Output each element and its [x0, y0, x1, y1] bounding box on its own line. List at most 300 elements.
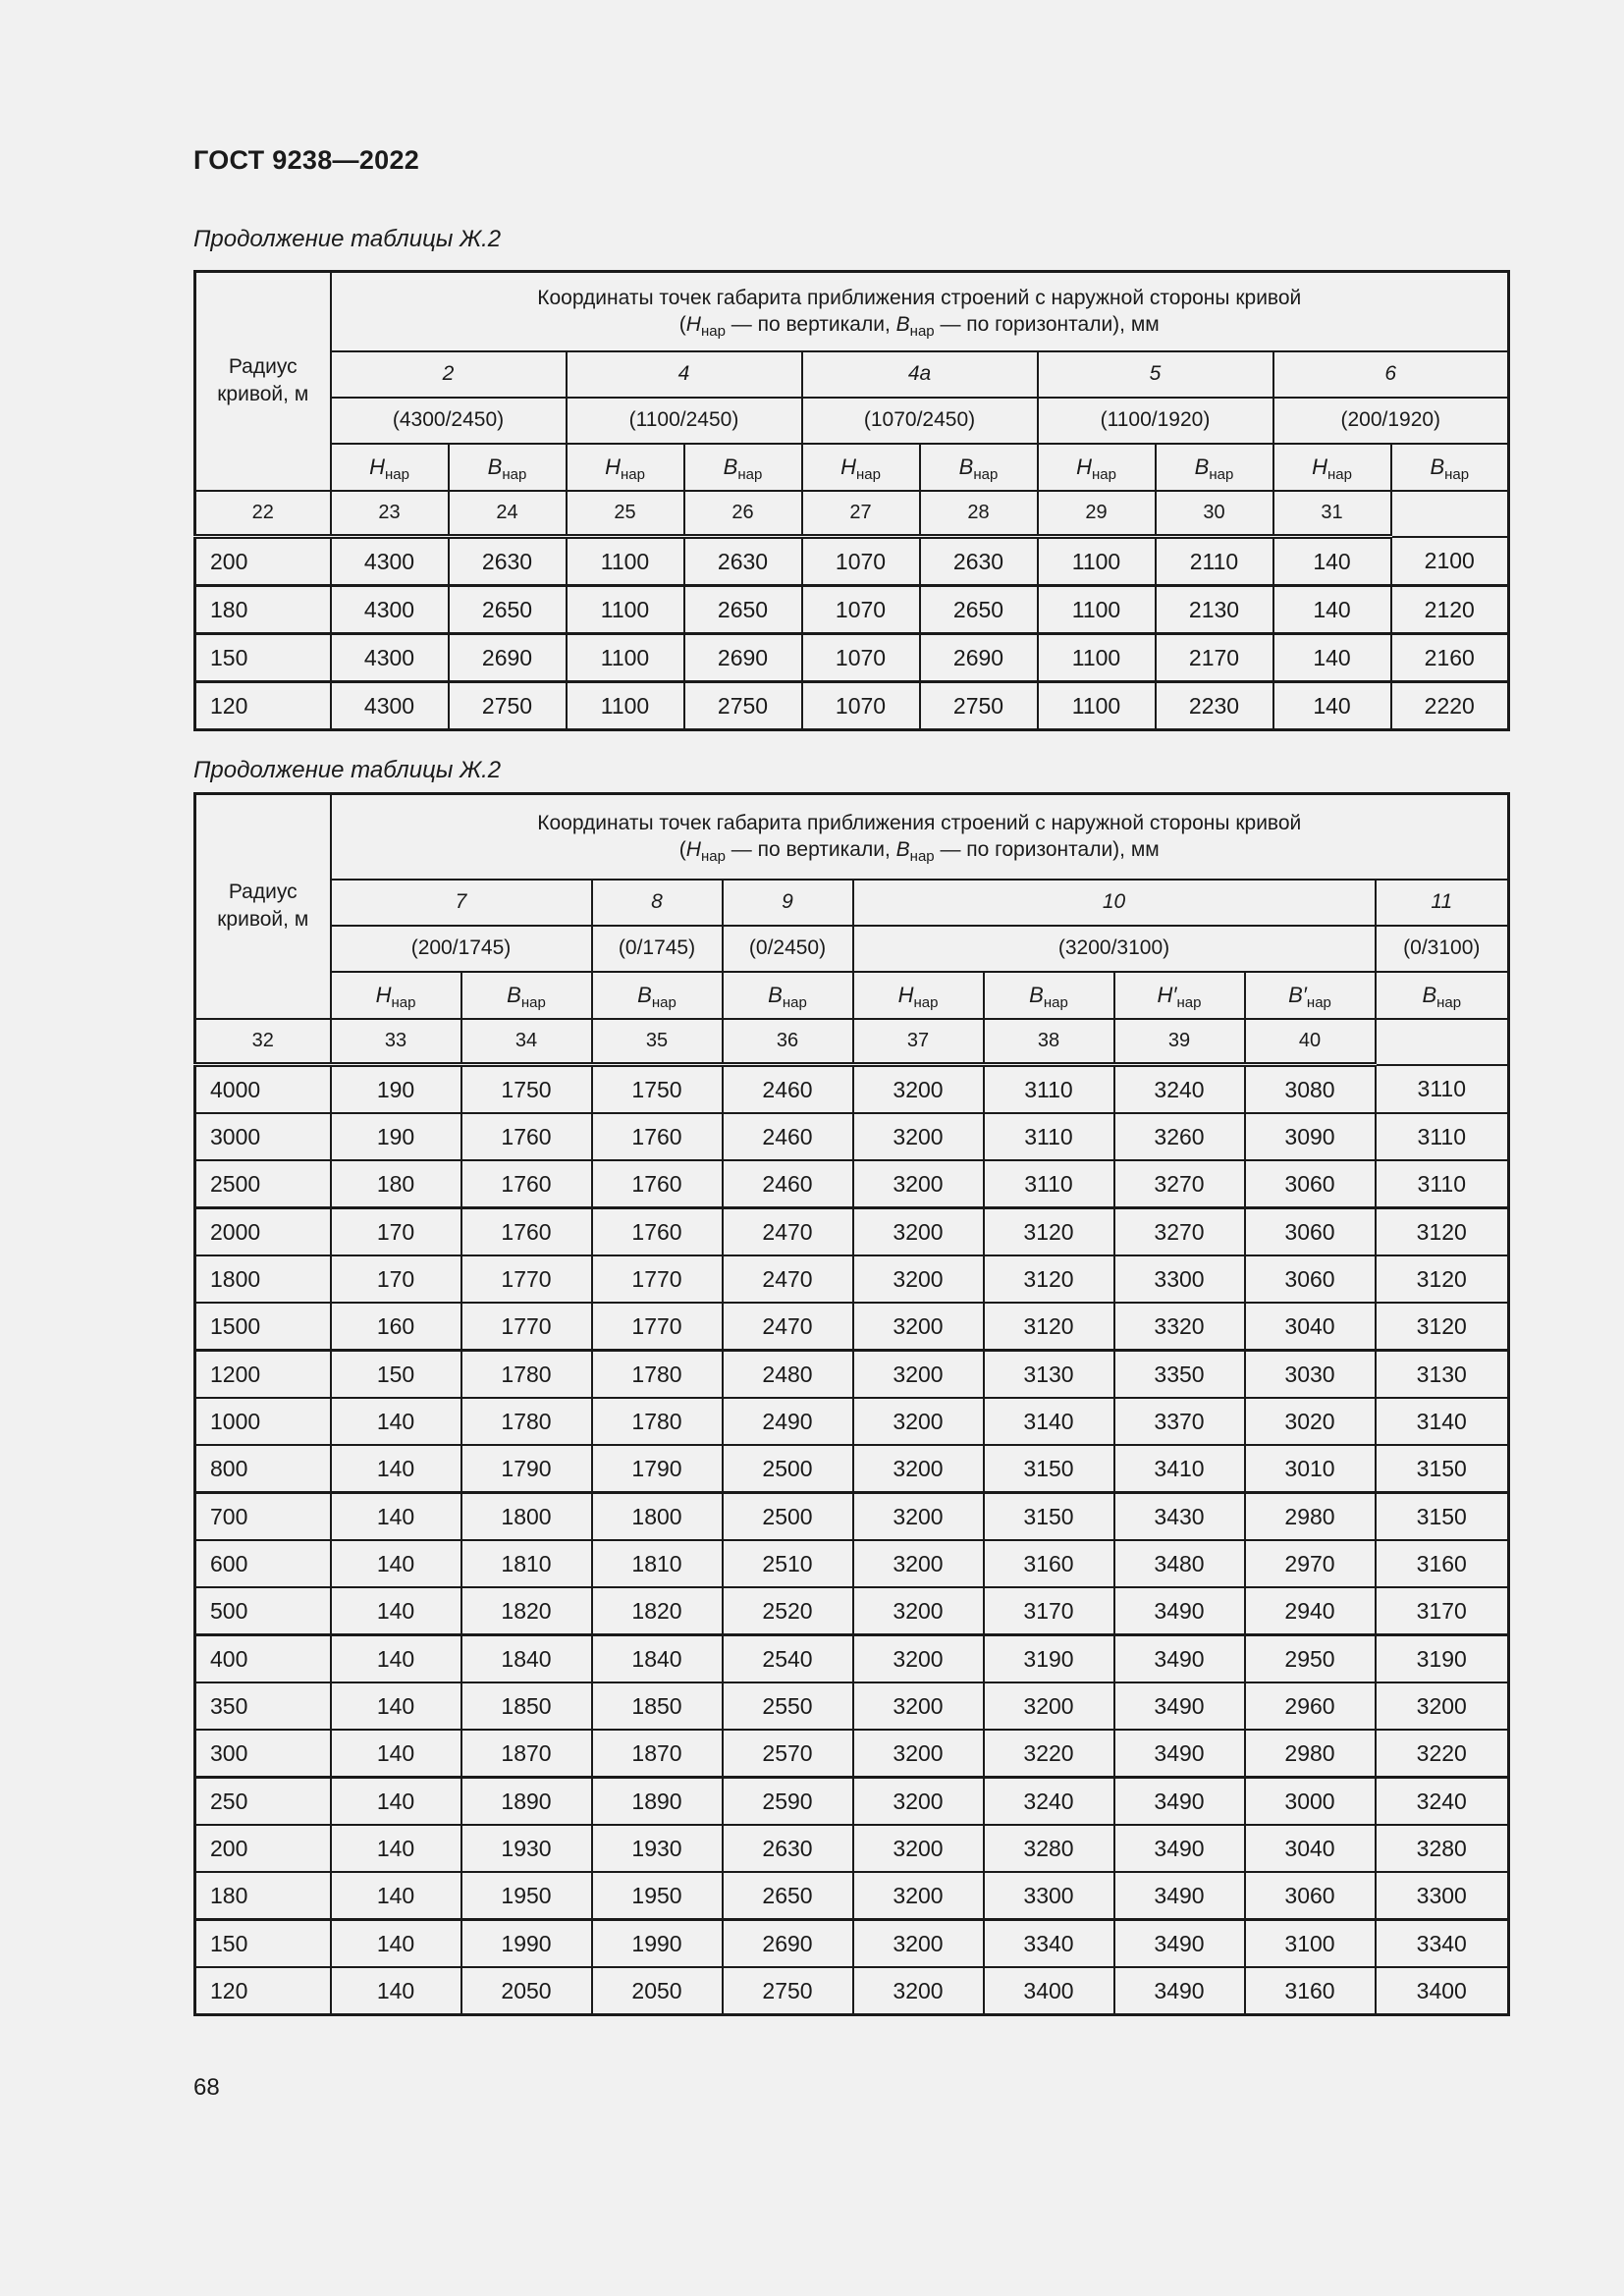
b-letter: B — [723, 454, 738, 479]
value-cell: 3200 — [853, 1682, 984, 1730]
radius-cell: 350 — [195, 1682, 331, 1730]
h-letter: H — [1076, 454, 1092, 479]
value-cell: 2630 — [684, 537, 802, 586]
radius-cell: 120 — [195, 682, 331, 730]
value-cell: 150 — [331, 1351, 461, 1399]
value-cell: 140 — [331, 1872, 461, 1920]
b-letter: B — [507, 982, 521, 1007]
value-cell: 2750 — [723, 1967, 853, 2015]
value-cell: 1990 — [461, 1920, 592, 1968]
value-cell: 1750 — [592, 1065, 723, 1114]
sub-label: нар — [520, 993, 546, 1011]
value-cell: 140 — [331, 1587, 461, 1635]
value-cell: 2470 — [723, 1208, 853, 1256]
value-cell: 2650 — [449, 586, 567, 634]
value-cell: 2470 — [723, 1255, 853, 1303]
value-cell: 1760 — [592, 1160, 723, 1208]
value-cell: 3120 — [984, 1255, 1114, 1303]
value-cell: 3110 — [1376, 1160, 1509, 1208]
b-letter: B — [958, 454, 974, 479]
radius-header-line2: кривой, м — [217, 908, 309, 932]
value-cell: 3120 — [1376, 1303, 1509, 1351]
point-label: 4 — [567, 351, 802, 398]
value-cell: 2650 — [920, 586, 1038, 634]
table-row — [195, 634, 1509, 682]
point-label: 8 — [592, 880, 723, 926]
value-cell: 3060 — [1245, 1160, 1376, 1208]
table-row — [195, 1635, 1509, 1683]
column-number: 28 — [920, 491, 1038, 537]
value-cell: 170 — [331, 1208, 461, 1256]
h-nar-label — [331, 972, 461, 1019]
prime-mark: ′ — [1172, 982, 1177, 1007]
value-cell: 3200 — [853, 1160, 984, 1208]
sub-label: нар — [973, 465, 999, 483]
radius-cell: 150 — [195, 1920, 331, 1968]
value-cell: 1070 — [802, 634, 920, 682]
value-cell: 2650 — [684, 586, 802, 634]
value-cell: 1760 — [592, 1208, 723, 1256]
value-cell: 2470 — [723, 1303, 853, 1351]
value-cell: 3490 — [1114, 1730, 1245, 1778]
sub-label: нар — [913, 993, 939, 1011]
radius-column-header — [195, 272, 331, 491]
sub-label: нар — [1444, 465, 1470, 483]
value-cell: 3120 — [984, 1208, 1114, 1256]
sub-label: нар — [1306, 993, 1331, 1011]
value-cell: 3200 — [853, 1208, 984, 1256]
radius-cell: 120 — [195, 1967, 331, 2015]
value-cell: 3110 — [984, 1160, 1114, 1208]
value-cell: 2630 — [920, 537, 1038, 586]
value-cell: 2120 — [1391, 586, 1509, 634]
table-caption: Продолжение таблицы Ж.2 — [193, 226, 502, 252]
table-row — [195, 1065, 1509, 1114]
sub-label: нар — [502, 465, 527, 483]
table-row — [195, 1967, 1509, 2015]
radius-cell: 1000 — [195, 1398, 331, 1445]
column-number: 39 — [1114, 1019, 1245, 1065]
point-coordinates: (4300/2450) — [331, 398, 567, 444]
value-cell: 1100 — [567, 586, 684, 634]
h-letter: H — [685, 838, 701, 862]
column-number: 33 — [331, 1019, 461, 1065]
b-letter: B — [1194, 454, 1210, 479]
b-nar-label — [461, 972, 592, 1019]
group-header-open: ( — [678, 838, 686, 862]
table-row — [195, 1255, 1509, 1303]
value-cell: 3200 — [853, 1825, 984, 1872]
b-letter: B — [487, 454, 503, 479]
column-number: 38 — [984, 1019, 1114, 1065]
value-cell: 1760 — [461, 1208, 592, 1256]
table-row — [195, 1160, 1509, 1208]
value-cell: 3160 — [1245, 1967, 1376, 2015]
value-cell: 2230 — [1156, 682, 1273, 730]
value-cell: 3200 — [853, 1065, 984, 1114]
value-cell: 3200 — [853, 1540, 984, 1587]
value-cell: 3200 — [853, 1635, 984, 1683]
value-cell: 3040 — [1245, 1825, 1376, 1872]
value-cell: 1760 — [461, 1160, 592, 1208]
column-number: 29 — [1038, 491, 1156, 537]
table-row — [195, 1920, 1509, 1968]
value-cell: 3220 — [1376, 1730, 1509, 1778]
value-cell: 3240 — [1376, 1778, 1509, 1826]
value-cell: 1100 — [567, 682, 684, 730]
radius-cell: 1800 — [195, 1255, 331, 1303]
value-cell: 140 — [1273, 586, 1391, 634]
value-cell: 140 — [1273, 682, 1391, 730]
value-cell: 2980 — [1245, 1493, 1376, 1541]
value-cell: 3490 — [1114, 1825, 1245, 1872]
point-coordinates: (200/1745) — [331, 926, 592, 972]
value-cell: 3120 — [1376, 1255, 1509, 1303]
column-number: 24 — [449, 491, 567, 537]
value-cell: 1770 — [592, 1255, 723, 1303]
value-cell: 1780 — [592, 1398, 723, 1445]
b-nar-label — [920, 444, 1038, 491]
value-cell: 3300 — [984, 1872, 1114, 1920]
point-label: 10 — [853, 880, 1376, 926]
value-cell: 1930 — [461, 1825, 592, 1872]
table-row — [195, 537, 1509, 586]
sub-label: нар — [855, 465, 881, 483]
value-cell: 190 — [331, 1113, 461, 1160]
b-letter: B — [1430, 454, 1445, 479]
value-cell: 2590 — [723, 1778, 853, 1826]
value-cell: 1770 — [592, 1303, 723, 1351]
value-cell: 1850 — [592, 1682, 723, 1730]
radius-cell: 180 — [195, 586, 331, 634]
table-row — [195, 1730, 1509, 1778]
column-number: 31 — [1273, 491, 1391, 537]
value-cell: 3130 — [1376, 1351, 1509, 1399]
value-cell: 1760 — [592, 1113, 723, 1160]
radius-cell: 250 — [195, 1778, 331, 1826]
value-cell: 3060 — [1245, 1872, 1376, 1920]
value-cell: 140 — [331, 1398, 461, 1445]
point-coordinates: (1100/1920) — [1038, 398, 1273, 444]
value-cell: 2630 — [723, 1825, 853, 1872]
sub-label: нар — [1176, 993, 1202, 1011]
h-nar-prime-label — [1114, 972, 1245, 1019]
value-cell: 2510 — [723, 1540, 853, 1587]
value-cell: 3110 — [1376, 1113, 1509, 1160]
value-cell: 2570 — [723, 1730, 853, 1778]
value-cell: 3320 — [1114, 1303, 1245, 1351]
value-cell: 2750 — [449, 682, 567, 730]
value-cell: 3490 — [1114, 1872, 1245, 1920]
radius-cell: 600 — [195, 1540, 331, 1587]
b-letter: B — [895, 838, 910, 862]
point-coordinates: (200/1920) — [1273, 398, 1509, 444]
value-cell: 3490 — [1114, 1778, 1245, 1826]
column-number: 26 — [684, 491, 802, 537]
value-cell: 2650 — [723, 1872, 853, 1920]
value-cell: 2950 — [1245, 1635, 1376, 1683]
h-nar-label — [853, 972, 984, 1019]
value-cell: 4300 — [331, 634, 449, 682]
value-cell: 1950 — [592, 1872, 723, 1920]
h-letter: H — [375, 982, 392, 1007]
h-nar-label — [331, 444, 449, 491]
h-letter: H — [897, 982, 914, 1007]
h-letter: H — [605, 454, 621, 479]
value-cell: 1840 — [592, 1635, 723, 1683]
table-row — [195, 1445, 1509, 1493]
value-cell: 3200 — [853, 1730, 984, 1778]
value-cell: 3010 — [1245, 1445, 1376, 1493]
value-cell: 3200 — [853, 1920, 984, 1968]
h-letter: H — [840, 454, 856, 479]
value-cell: 3260 — [1114, 1113, 1245, 1160]
value-cell: 3430 — [1114, 1493, 1245, 1541]
value-cell: 2690 — [723, 1920, 853, 1968]
value-cell: 3190 — [1376, 1635, 1509, 1683]
value-cell: 2050 — [592, 1967, 723, 2015]
value-cell: 3200 — [853, 1493, 984, 1541]
group-header-open: ( — [678, 313, 686, 337]
value-cell: 2480 — [723, 1351, 853, 1399]
value-cell: 1930 — [592, 1825, 723, 1872]
value-cell: 3490 — [1114, 1920, 1245, 1968]
value-cell: 1870 — [592, 1730, 723, 1778]
radius-cell: 1200 — [195, 1351, 331, 1399]
radius-cell: 2500 — [195, 1160, 331, 1208]
value-cell: 190 — [331, 1065, 461, 1114]
b-nar-label — [449, 444, 567, 491]
value-cell: 2460 — [723, 1113, 853, 1160]
group-header-line1: Координаты точек габарита приближения строений с наружной стороны кривой — [537, 812, 1302, 835]
value-cell: 3140 — [1376, 1398, 1509, 1445]
value-cell: 140 — [331, 1778, 461, 1826]
value-cell: 2490 — [723, 1398, 853, 1445]
column-number: 23 — [331, 491, 449, 537]
value-cell: 2630 — [449, 537, 567, 586]
value-cell: 1770 — [461, 1255, 592, 1303]
value-cell: 1100 — [567, 537, 684, 586]
b-nar-label — [592, 972, 723, 1019]
group-header-line1: Координаты точек габарита приближения строений с наружной стороны кривой — [537, 287, 1302, 310]
value-cell: 2980 — [1245, 1730, 1376, 1778]
b-letter: B — [1029, 982, 1044, 1007]
value-cell: 3200 — [853, 1351, 984, 1399]
value-cell: 3200 — [853, 1967, 984, 2015]
value-cell: 3340 — [984, 1920, 1114, 1968]
point-label: 11 — [1376, 880, 1509, 926]
h-nar-label — [802, 444, 920, 491]
value-cell: 3200 — [853, 1303, 984, 1351]
value-cell: 1790 — [592, 1445, 723, 1493]
point-coordinates: (0/2450) — [723, 926, 853, 972]
value-cell: 3300 — [1114, 1255, 1245, 1303]
value-cell: 3090 — [1245, 1113, 1376, 1160]
value-cell: 3080 — [1245, 1065, 1376, 1114]
radius-cell: 500 — [195, 1587, 331, 1635]
value-cell: 2460 — [723, 1065, 853, 1114]
value-cell: 3160 — [984, 1540, 1114, 1587]
table-row — [195, 1778, 1509, 1826]
sub-label: нар — [909, 323, 935, 341]
point-label: 4а — [802, 351, 1038, 398]
sub-label: нар — [391, 993, 416, 1011]
value-cell: 3030 — [1245, 1351, 1376, 1399]
value-cell: 2540 — [723, 1635, 853, 1683]
radius-cell: 180 — [195, 1872, 331, 1920]
value-cell: 1750 — [461, 1065, 592, 1114]
value-cell: 2960 — [1245, 1682, 1376, 1730]
value-cell: 1810 — [592, 1540, 723, 1587]
value-cell: 2500 — [723, 1493, 853, 1541]
value-cell: 1780 — [592, 1351, 723, 1399]
value-cell: 3200 — [853, 1587, 984, 1635]
table-row — [195, 682, 1509, 730]
value-cell: 1890 — [461, 1778, 592, 1826]
value-cell: 3150 — [1376, 1493, 1509, 1541]
radius-cell: 400 — [195, 1635, 331, 1683]
value-cell: 3140 — [984, 1398, 1114, 1445]
point-coordinates: (0/3100) — [1376, 926, 1509, 972]
value-cell: 1890 — [592, 1778, 723, 1826]
radius-cell: 4000 — [195, 1065, 331, 1114]
column-number: 22 — [195, 491, 331, 537]
point-coordinates: (1100/2450) — [567, 398, 802, 444]
value-cell: 3150 — [1376, 1445, 1509, 1493]
table-row — [195, 1493, 1509, 1541]
table-row — [195, 1208, 1509, 1256]
table-row — [195, 1303, 1509, 1351]
b-letter: B — [895, 313, 910, 337]
radius-header-line1: Радиус — [228, 355, 298, 379]
value-cell: 140 — [331, 1967, 461, 2015]
value-cell: 3300 — [1376, 1872, 1509, 1920]
radius-cell: 1500 — [195, 1303, 331, 1351]
radius-cell: 800 — [195, 1445, 331, 1493]
value-cell: 3040 — [1245, 1303, 1376, 1351]
value-cell: 1820 — [461, 1587, 592, 1635]
radius-cell: 150 — [195, 634, 331, 682]
coordinates-group-header — [331, 794, 1509, 880]
value-cell: 3350 — [1114, 1351, 1245, 1399]
table-zh2-part-a — [193, 270, 1510, 731]
sub-label: нар — [1436, 993, 1462, 1011]
sub-label: нар — [700, 323, 726, 341]
value-cell: 2750 — [684, 682, 802, 730]
point-label: 5 — [1038, 351, 1273, 398]
point-label: 6 — [1273, 351, 1509, 398]
value-cell: 3490 — [1114, 1682, 1245, 1730]
value-cell: 3220 — [984, 1730, 1114, 1778]
value-cell: 3110 — [984, 1065, 1114, 1114]
value-cell: 1100 — [567, 634, 684, 682]
value-cell: 3270 — [1114, 1208, 1245, 1256]
value-cell: 3490 — [1114, 1635, 1245, 1683]
column-number: 30 — [1156, 491, 1273, 537]
value-cell: 3130 — [984, 1351, 1114, 1399]
h-nar-label — [1273, 444, 1391, 491]
value-cell: 3200 — [853, 1445, 984, 1493]
value-cell: 3200 — [853, 1778, 984, 1826]
value-cell: 2500 — [723, 1445, 853, 1493]
value-cell: 1100 — [1038, 537, 1156, 586]
value-cell: 3400 — [984, 1967, 1114, 2015]
value-cell: 140 — [331, 1682, 461, 1730]
page-number: 68 — [193, 2074, 220, 2101]
value-cell: 1990 — [592, 1920, 723, 1968]
value-cell: 3200 — [984, 1682, 1114, 1730]
value-cell: 2460 — [723, 1160, 853, 1208]
table-caption: Продолжение таблицы Ж.2 — [193, 757, 502, 783]
value-cell: 1100 — [1038, 682, 1156, 730]
column-number: 36 — [723, 1019, 853, 1065]
point-label: 7 — [331, 880, 592, 926]
sub-label: нар — [737, 465, 763, 483]
b-nar-label — [684, 444, 802, 491]
b-nar-label — [1391, 444, 1509, 491]
value-cell: 3490 — [1114, 1967, 1245, 2015]
value-cell: 140 — [331, 1493, 461, 1541]
value-cell: 1870 — [461, 1730, 592, 1778]
value-cell: 2940 — [1245, 1587, 1376, 1635]
b-nar-label — [984, 972, 1114, 1019]
table-zh2-part-b — [193, 792, 1510, 2016]
b-letter: B — [1288, 982, 1303, 1007]
value-cell: 3170 — [984, 1587, 1114, 1635]
h-letter: H — [1312, 454, 1327, 479]
value-cell: 3150 — [984, 1493, 1114, 1541]
value-cell: 1760 — [461, 1113, 592, 1160]
b-nar-label — [1376, 972, 1509, 1019]
radius-cell: 200 — [195, 537, 331, 586]
coordinates-group-header — [331, 272, 1509, 351]
radius-cell: 200 — [195, 1825, 331, 1872]
value-cell: 3480 — [1114, 1540, 1245, 1587]
value-cell: 140 — [331, 1635, 461, 1683]
sub-label: нар — [384, 465, 409, 483]
value-cell: 3240 — [984, 1778, 1114, 1826]
b-letter: B — [637, 982, 652, 1007]
value-cell: 1070 — [802, 586, 920, 634]
table-row — [195, 1682, 1509, 1730]
h-nar-label — [1038, 444, 1156, 491]
group-header-close: — по горизонтали), мм — [934, 313, 1160, 337]
value-cell: 3190 — [984, 1635, 1114, 1683]
value-cell: 1790 — [461, 1445, 592, 1493]
value-cell: 3200 — [853, 1255, 984, 1303]
table-row — [195, 1872, 1509, 1920]
value-cell: 140 — [331, 1540, 461, 1587]
group-header-mid: — по вертикали, — [725, 838, 896, 862]
value-cell: 140 — [331, 1920, 461, 1968]
value-cell: 140 — [331, 1825, 461, 1872]
value-cell: 1810 — [461, 1540, 592, 1587]
value-cell: 2690 — [920, 634, 1038, 682]
column-number: 35 — [592, 1019, 723, 1065]
table-row — [195, 1351, 1509, 1399]
value-cell: 3370 — [1114, 1398, 1245, 1445]
value-cell: 1840 — [461, 1635, 592, 1683]
value-cell: 1770 — [461, 1303, 592, 1351]
table-row — [195, 1113, 1509, 1160]
h-letter: H — [685, 313, 701, 337]
table-row — [195, 1398, 1509, 1445]
value-cell: 3150 — [984, 1445, 1114, 1493]
value-cell: 3160 — [1376, 1540, 1509, 1587]
value-cell: 4300 — [331, 586, 449, 634]
prime-mark: ′ — [1302, 982, 1307, 1007]
point-coordinates: (3200/3100) — [853, 926, 1376, 972]
